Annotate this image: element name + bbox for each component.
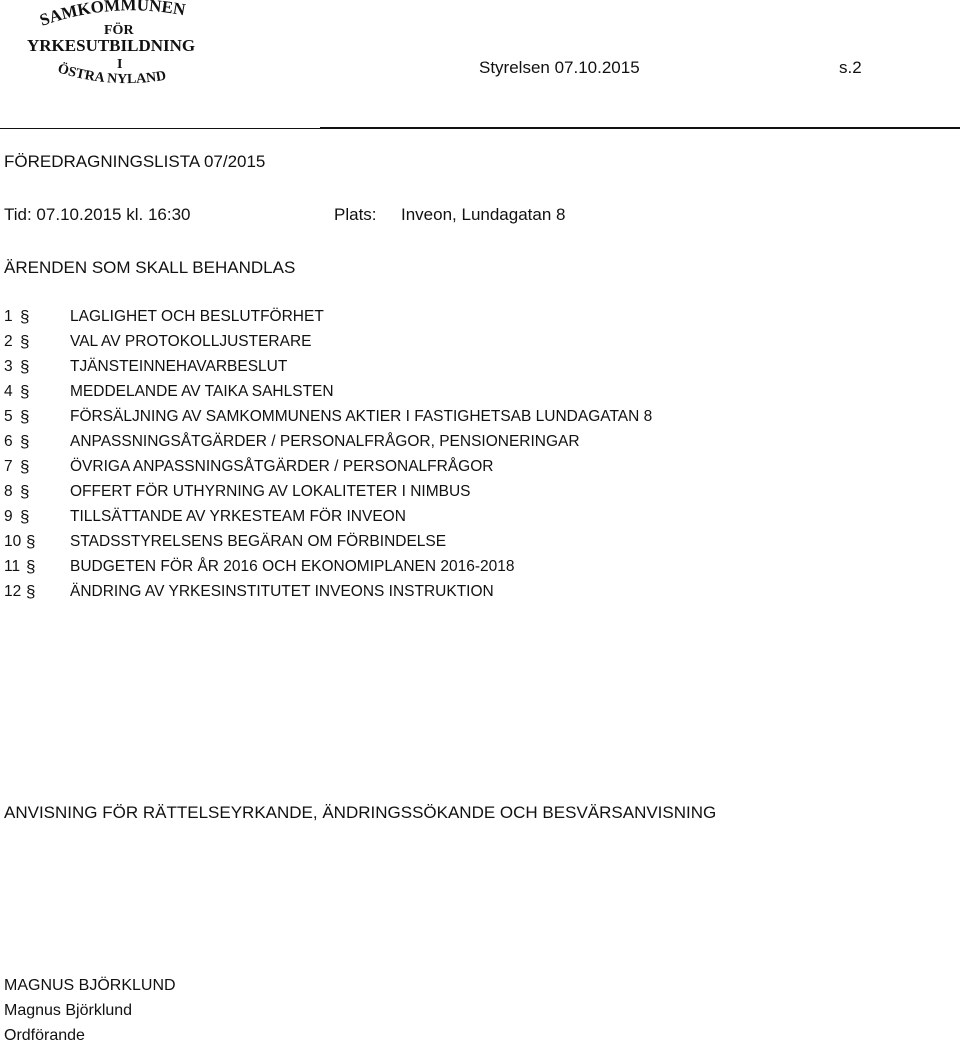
signature-role: Ordförande: [4, 1027, 85, 1044]
paragraph-sign: §: [20, 357, 30, 376]
logo-line-for: FÖR: [104, 23, 134, 38]
meeting-details: [4, 205, 566, 225]
agenda-item-title: ÄNDRING AV YRKESINSTITUTET INVEONS INSTRUKTION: [70, 583, 494, 600]
agenda-item-number: 4: [4, 383, 13, 400]
agenda-item-number: 2: [4, 333, 13, 350]
agenda-item-title: ÖVRIGA ANPASSNINGSÅTGÄRDER / PERSONALFRÅGOR: [70, 458, 494, 475]
document-title: FÖREDRAGNINGSLISTA 07/2015: [4, 152, 266, 171]
paragraph-sign: §: [20, 482, 30, 501]
paragraph-sign: §: [26, 582, 36, 601]
paragraph-sign: §: [20, 457, 30, 476]
meeting-label: Styrelsen 07.10.2015: [479, 58, 640, 77]
logo-line-yrkesutbildning: YRKESUTBILDNING: [27, 36, 196, 55]
page-header: [479, 58, 862, 78]
agenda-item-number: 1: [4, 308, 13, 325]
agenda-item-number: 10: [4, 533, 22, 550]
paragraph-sign: §: [20, 382, 30, 401]
paragraph-sign: §: [20, 332, 30, 351]
paragraph-sign: §: [26, 532, 36, 551]
agenda-item-number: 3: [4, 358, 13, 375]
agenda-item-title: TILLSÄTTANDE AV YRKESTEAM FÖR INVEON: [70, 508, 406, 525]
paragraph-sign: §: [20, 507, 30, 526]
agenda-item-title: STADSSTYRELSENS BEGÄRAN OM FÖRBINDELSE: [70, 533, 447, 550]
signature-name: Magnus Björklund: [4, 1002, 133, 1019]
agenda-item-title: TJÄNSTEINNEHAVARBESLUT: [70, 358, 288, 375]
organization-logo: [0, 0, 230, 100]
meeting-place: Inveon, Lundagatan 8: [401, 205, 566, 224]
agenda-item-title: MEDDELANDE AV TAIKA SAHLSTEN: [70, 383, 334, 400]
signature-name-uppercase: MAGNUS BJÖRKLUND: [4, 977, 176, 994]
paragraph-sign: §: [20, 432, 30, 451]
meeting-place-label: Plats:: [334, 205, 377, 224]
agenda-item-title: ANPASSNINGSÅTGÄRDER / PERSONALFRÅGOR, PENSIONERINGAR: [70, 433, 580, 450]
paragraph-sign: §: [20, 307, 30, 326]
agenda-item-number: 12: [4, 583, 22, 600]
paragraph-sign: §: [26, 557, 36, 576]
paragraph-sign: §: [20, 407, 30, 426]
agenda-item-title: VAL AV PROTOKOLLJUSTERARE: [70, 333, 312, 350]
appeal-instructions-heading: ANVISNING FÖR RÄTTELSEYRKANDE, ÄNDRINGSSÖKANDE OCH BESVÄRSANVISNING: [4, 803, 717, 822]
logo-line-i: I: [117, 57, 123, 72]
agenda-item-title: FÖRSÄLJNING AV SAMKOMMUNENS AKTIER I FASTIGHETSAB LUNDAGATAN 8: [70, 408, 653, 425]
agenda-item-title: LAGLIGHET OCH BESLUTFÖRHET: [70, 308, 324, 325]
agenda-item-number: 11: [4, 558, 21, 575]
agenda-item-number: 5: [4, 408, 13, 425]
section-title: ÄRENDEN SOM SKALL BEHANDLAS: [4, 258, 296, 277]
logo-line-ostra-nyland: ÖSTRA NYLAND: [55, 61, 168, 88]
meeting-time: Tid: 07.10.2015 kl. 16:30: [4, 205, 191, 224]
agenda-item-number: 6: [4, 433, 13, 450]
logo-line-samkommunen: SAMKOMMUNEN: [37, 0, 187, 30]
agenda-item-number: 7: [4, 458, 13, 475]
page-number: s.2: [839, 58, 862, 77]
agenda-item-title: BUDGETEN FÖR ÅR 2016 OCH EKONOMIPLANEN 2016-2018: [70, 558, 515, 575]
agenda-item-number: 8: [4, 483, 13, 500]
agenda-item-number: 9: [4, 508, 13, 525]
agenda-item-title: OFFERT FÖR UTHYRNING AV LOKALITETER I NIMBUS: [70, 483, 471, 500]
